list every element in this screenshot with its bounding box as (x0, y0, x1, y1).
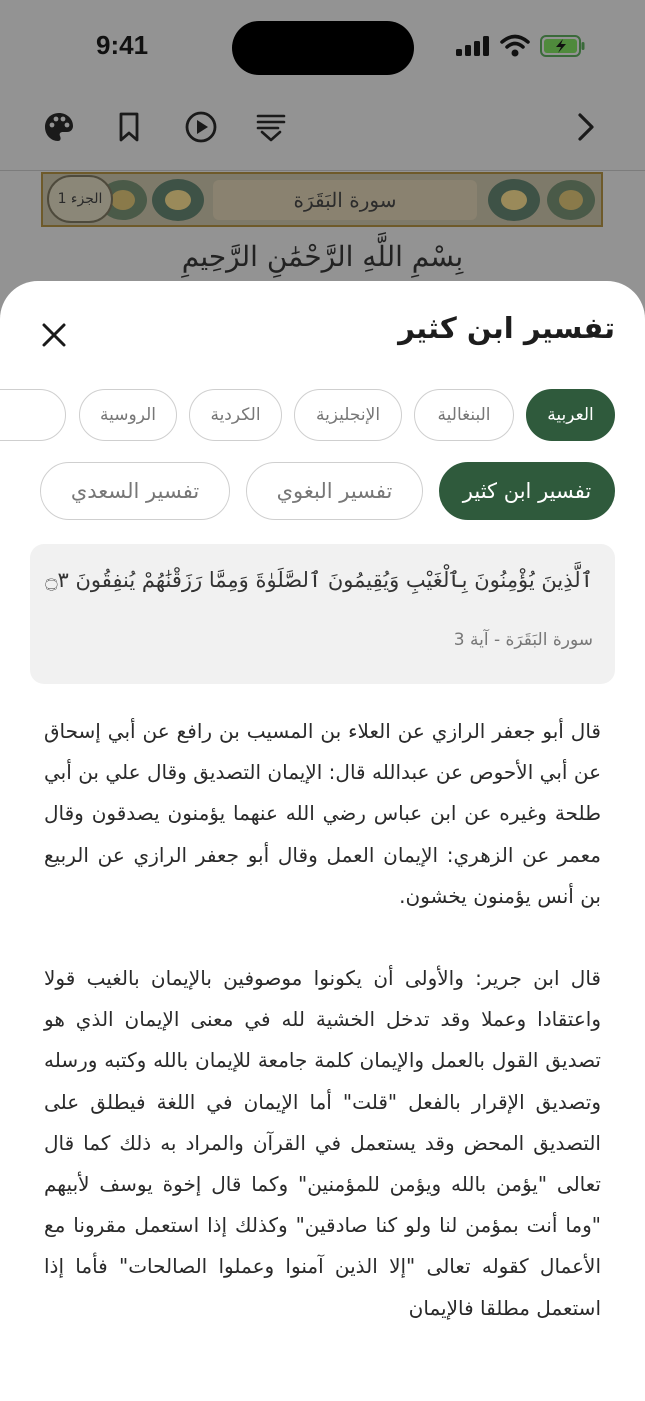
basmala: بِسْمِ اللَّهِ الرَّحْمَٰنِ الرَّحِيمِ (181, 240, 464, 273)
status-time: 9:41 (96, 30, 149, 60)
play-icon[interactable] (179, 105, 223, 149)
tafsir-paragraph: قال أبو جعفر الرازي عن العلاء بن المسيب بن رافع عن أبي إسحاق عن أبي الأحوص عن عبدالله قال: الإيمان التصديق وقال علي بن أبي طلحة وغيره عن ابن عباس رضي الله عنهما يؤمنون يصدقون وقال معمر عن الزهري: الإيمان العمل وقال أبو جعفر الرازي عن الربيع بن أنس يؤمنون يخشون. (44, 719, 601, 908)
palette-icon[interactable] (37, 105, 81, 149)
surah-title-frame (213, 180, 477, 220)
ayah-card (30, 544, 615, 684)
signal-icon (456, 36, 492, 56)
chip-tafsir-baghawi[interactable]: تفسير البغوي (246, 462, 423, 520)
wifi-icon (500, 34, 530, 58)
tafsir-paragraph: قال ابن جرير: والأولى أن يكونوا موصوفين بالإيمان بالغيب قولا واعتقادا وعملا وقد تدخل الخشية لله في معنى الإيمان الذي هو تصديق القول بالعمل والإيمان كلمة جامعة للإيمان بالله وكتبه ورسله وتصديق الإقرار بالفعل "قلت" أما الإيمان في اللغة فيطلق على التصديق المحض وقد يستعمل في القرآن والمراد به ذلك كما قال تعالى "يؤمن بالله ويؤمن للمؤمنين" وكما قال إخوة يوسف لأبيهم "وما أنت بمؤمن لنا ولو كنا صادقين" وكذلك إذا استعمل مقرونا مع الأعمال كقوله تعالى "إلا الذين آمنوا وعملوا الصالحات" فأما إذا استعمل مطلقا فالإيمان (44, 966, 601, 1320)
chevron-right-icon[interactable] (563, 105, 607, 149)
reader-toolbar (0, 95, 645, 171)
ornament-decoration (479, 176, 599, 224)
language-chip-row (0, 389, 645, 445)
chip-language-arabic[interactable]: العربية (526, 389, 615, 441)
chip-tafsir-ibn-kathir[interactable]: تفسير ابن كثير (439, 462, 615, 520)
chip-language-russian[interactable]: الروسية (79, 389, 177, 441)
sheet-title: تفسير ابن كثير (398, 311, 615, 345)
juz-badge: الجزء 1 (47, 175, 113, 223)
surah-name: سورة البَقَرَة (293, 188, 397, 212)
surah-banner (41, 172, 603, 227)
ayah-reference: سورة البَقَرَة - آية 3 (453, 630, 593, 650)
chip-language-more[interactable] (0, 389, 66, 441)
status-bar (0, 0, 645, 90)
list-icon[interactable] (249, 105, 293, 149)
tafsir-sheet (0, 281, 645, 1401)
chip-language-english[interactable]: الإنجليزية (294, 389, 402, 441)
chip-language-bengali[interactable]: البنغالية (414, 389, 514, 441)
bookmark-icon[interactable] (107, 105, 151, 149)
close-icon (41, 322, 67, 348)
tafsir-chip-row (0, 462, 645, 522)
battery-icon (540, 35, 586, 57)
close-button[interactable] (36, 317, 72, 353)
chip-tafsir-saadi[interactable]: تفسير السعدي (40, 462, 230, 520)
tafsir-body (44, 711, 601, 1370)
dynamic-island (232, 21, 414, 75)
ayah-text: ٱلَّذِينَ يُؤْمِنُونَ بِٱلْغَيْبِ وَيُقِيمُونَ ٱلصَّلَوٰةَ وَمِمَّا رَزَقْنَٰهُمْ يُنفِقُونَ ۝٣ (45, 568, 593, 592)
chip-language-kurdish[interactable]: الكردية (189, 389, 282, 441)
